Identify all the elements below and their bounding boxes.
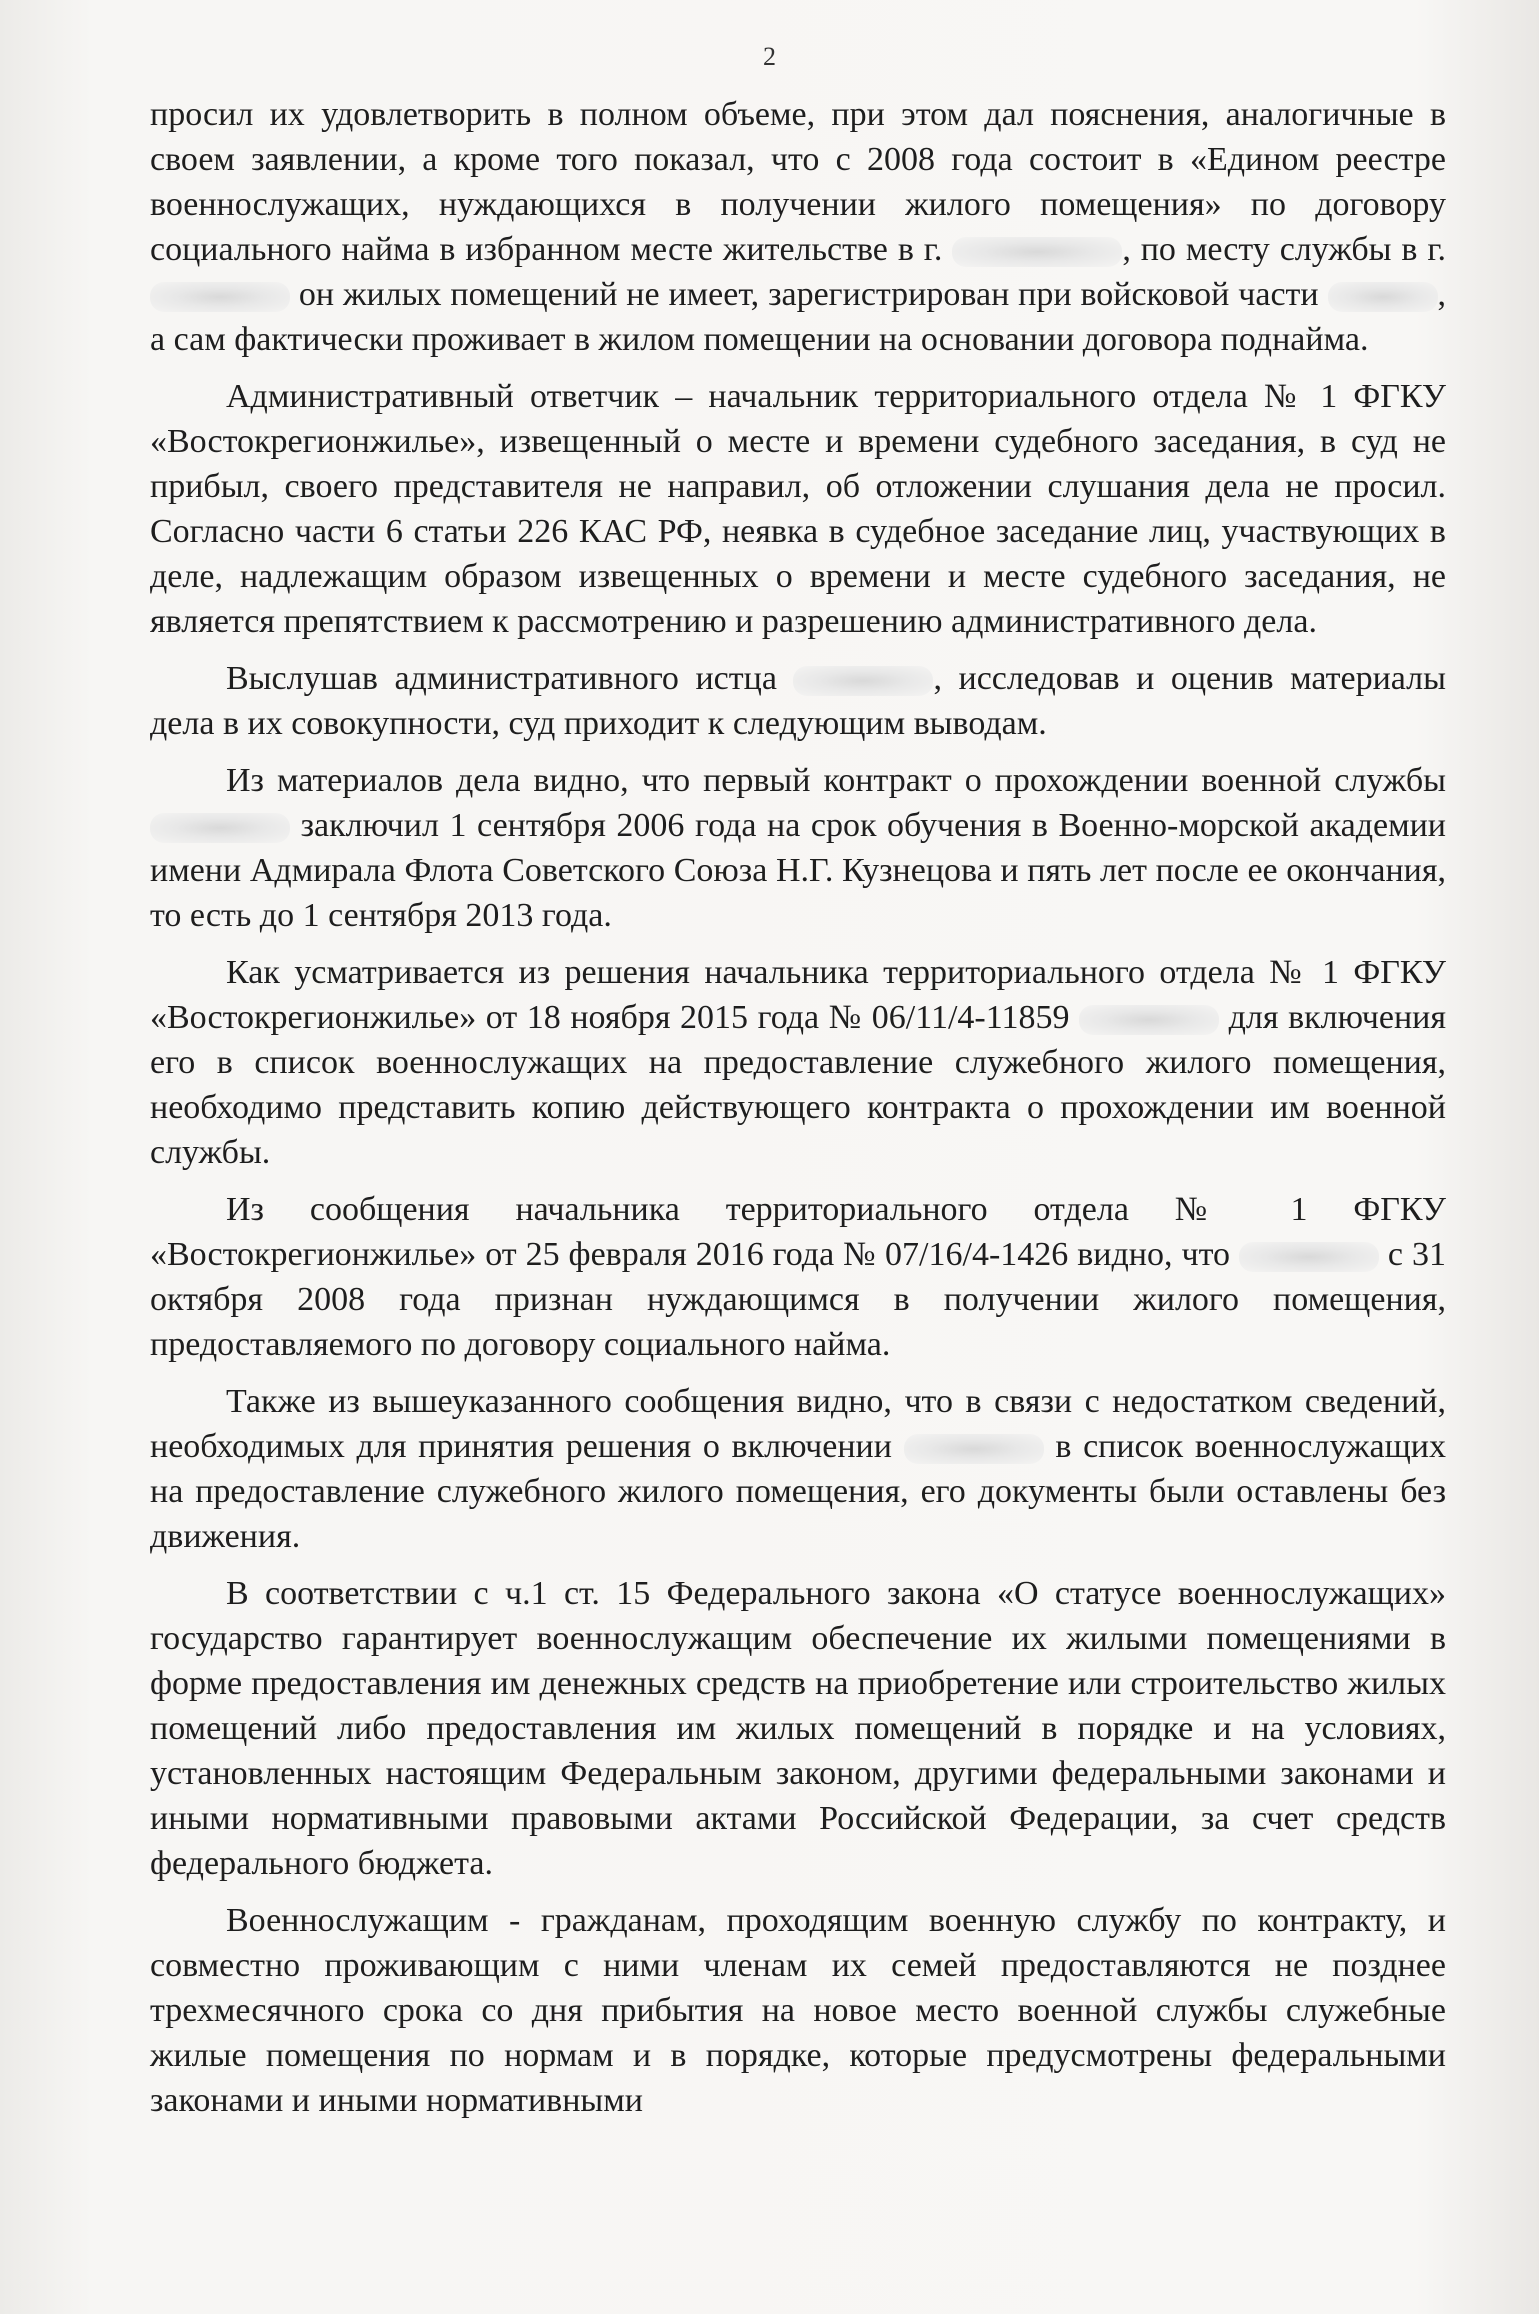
redacted-name — [1079, 1005, 1219, 1035]
paragraph-text: Выслушав административного истца — [226, 660, 794, 697]
redacted-name — [150, 282, 290, 312]
paragraph — [150, 1187, 1446, 1367]
redacted-name — [904, 1434, 1044, 1464]
paragraph-text: заключил 1 сентября 2006 года на срок обучения в Военно-морской академии имени Адмирала Флота Советского Союза Н.Г. Кузнецова и пять лет после ее окончания, то есть до 1 сентября 2013 года. — [150, 807, 1446, 934]
paragraph-text: В соответствии с ч.1 ст. 15 Федерального закона «О статусе военнослужащих» государство гарантирует военнослужащим обеспечение их жилыми помещениями в форме предоставления им денежных средств на приобретение или строительство жилых помещений либо предоставления им жилых помещений в порядке и на условиях, установленных настоящим Федеральным законом, другими федеральными законами и иными нормативными правовыми актами Российской Федерации, за счет средств федерального бюджета. — [150, 1575, 1446, 1882]
paragraph-text: Военнослужащим - гражданам, проходящим военную службу по контракту, и совместно проживающим с ними членам их семей предоставляются не позднее трехмесячного срока со дня прибытия на новое место военной службы служебные жилые помещения по нормам и в порядке, которые предусмотрены федеральными законами и иными нормативными — [150, 1902, 1446, 2119]
paragraph — [150, 950, 1446, 1175]
paragraph-text: , а сам фактически проживает в жилом помещении на основании договора поднайма. — [150, 276, 1446, 358]
paragraph — [150, 758, 1446, 938]
paragraph-text: Также из вышеуказанного сообщения видно, что в связи с недостатком сведений, необходимых для принятия решения о включении — [150, 1383, 1446, 1465]
redacted-name — [952, 237, 1122, 267]
paragraph-text: Из материалов дела видно, что первый контракт о прохождении военной службы — [226, 762, 1446, 799]
paragraph-text: с 31 октября 2008 года признан нуждающимся в получении жилого помещения, предоставляемого по договору социального найма. — [150, 1236, 1446, 1363]
paragraph-text: , исследовав и оценив материалы дела в их совокупности, суд приходит к следующим выводам. — [150, 660, 1446, 742]
redacted-name — [150, 813, 290, 843]
paragraph-text: он жилых помещений не имеет, зарегистрирован при войсковой части — [290, 276, 1328, 313]
redacted-name — [1328, 282, 1438, 312]
paragraph — [150, 374, 1446, 644]
paragraph-text: в список военнослужащих на предоставление служебного жилого помещения, его документы были оставлены без движения. — [150, 1428, 1446, 1555]
paragraph-text: просил их удовлетворить в полном объеме, при этом дал пояснения, аналогичные в своем заявлении, а кроме того показал, что с 2008 года состоит в «Едином реестре военнослужащих, нуждающихся в получении жилого помещения» по договору социального найма в избранном месте жительстве в г. — [150, 96, 1446, 268]
document-body — [150, 92, 1446, 2123]
paragraph — [150, 1571, 1446, 1886]
redacted-name — [1239, 1242, 1379, 1272]
paragraph — [150, 1898, 1446, 2123]
paragraph — [150, 1379, 1446, 1559]
paragraph-text: Как усматривается из решения начальника территориального отдела № 1 ФГКУ «Востокрегионжилье» от 18 ноября 2015 года № 06/11/4-11859 — [150, 954, 1446, 1036]
paragraph-text: Из сообщения начальника территориального отдела № 1 ФГКУ «Востокрегионжилье» от 25 февраля 2016 года № 07/16/4-1426 видно, что — [150, 1191, 1446, 1273]
page-number: 2 — [763, 42, 776, 71]
redacted-name — [793, 666, 933, 696]
paragraph — [150, 656, 1446, 746]
paragraph-text: для включения его в список военнослужащих на предоставление служебного жилого помещения, необходимо представить копию действующего контракта о прохождении им военной службы. — [150, 999, 1446, 1171]
paragraph-text: Административный ответчик – начальник территориального отдела № 1 ФГКУ «Востокрегионжилье», извещенный о месте и времени судебного заседания, в суд не прибыл, своего представителя не направил, об отложении слушания дела не просил. Согласно части 6 статьи 226 КАС РФ, неявка в судебное заседание лиц, участвующих в деле, надлежащим образом извещенных о времени и месте судебного заседания, не является препятствием к рассмотрению и разрешению административного дела. — [150, 378, 1446, 640]
paragraph — [150, 92, 1446, 362]
paragraph-text: , по месту службы в г. — [1122, 231, 1447, 268]
